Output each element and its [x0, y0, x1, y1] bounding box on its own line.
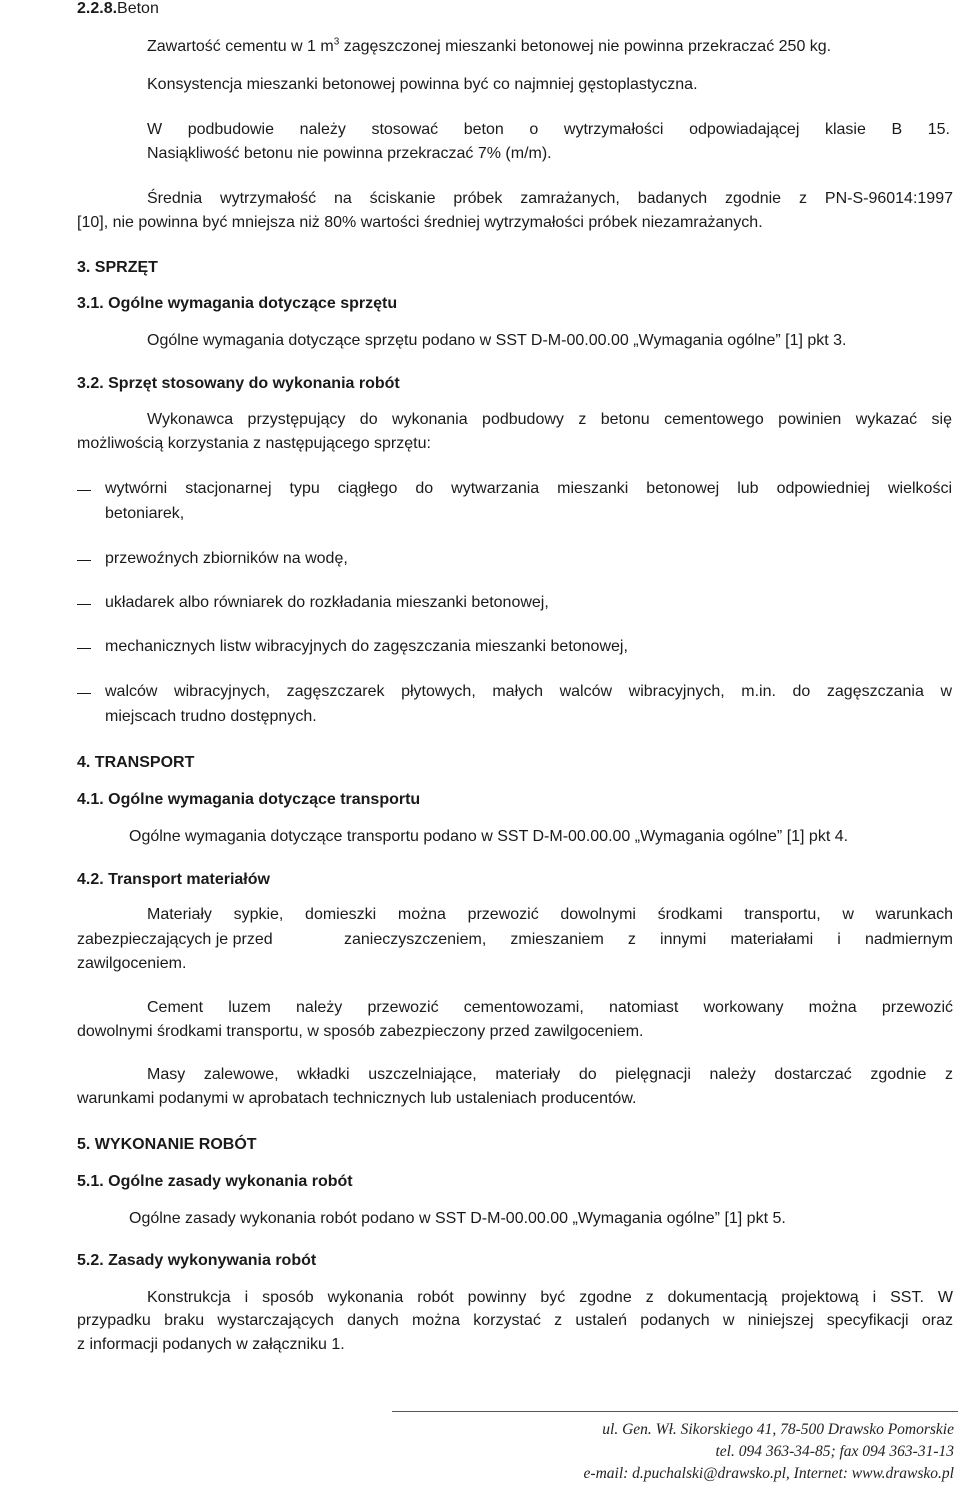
list-item-continuation: betoniarek, — [105, 505, 185, 522]
dash-bullet-icon — [77, 604, 91, 605]
list-item: układarek albo równiarek do rozkładania mieszanki betonowej, — [105, 594, 549, 611]
list-item: wytwórni stacjonarnej typu ciągłego do wytwarzania mieszanki betonowej lub odpowiedniej wielkości — [105, 480, 952, 497]
dash-bullet-icon — [77, 560, 91, 561]
paragraph-strength-line-2: Nasiąkliwość betonu nie powinna przekraczać 7% (m/m). — [147, 145, 552, 162]
section-heading-3-1: 3.1. Ogólne wymagania dotyczące sprzętu — [77, 295, 398, 312]
paragraph-3-2-line-2: możliwością korzystania z następującego sprzętu: — [77, 435, 431, 452]
paragraph-4-1: Ogólne wymagania dotyczące transportu podano w SST D-M-00.00.00 „Wymagania ogólne” [1] pkt 4. — [129, 828, 849, 845]
superscript: 3 — [333, 36, 340, 48]
section-heading-5-1: 5.1. Ogólne zasady wykonania robót — [77, 1173, 353, 1190]
paragraph-4-2c-line-2: warunkami podanymi w aprobatach technicznych lub ustaleniach producentów. — [77, 1090, 637, 1107]
paragraph-consistency: Konsystencja mieszanki betonowej powinna być co najmniej gęstoplastyczna. — [147, 76, 698, 93]
section-title: Beton — [117, 0, 159, 17]
footer-contact: e-mail: d.puchalski@drawsko.pl, Internet: www.drawsko.pl — [583, 1465, 954, 1482]
section-heading-5-2: 5.2. Zasady wykonywania robót — [77, 1252, 317, 1269]
section-heading-4-1: 4.1. Ogólne wymagania dotyczące transportu — [77, 791, 421, 808]
paragraph-frost-line-1: Średnia wytrzymałość na ściskanie próbek zamrażanych, badanych zgodnie z PN-S-96014:1997 — [147, 190, 953, 207]
paragraph-4-2c-line-1: Masy zalewowe, wkładki uszczelniające, materiały do pielęgnacji należy dostarczać zgodnie z — [147, 1066, 953, 1083]
footer-phone: tel. 094 363-34-85; fax 094 363-31-13 — [715, 1443, 954, 1460]
list-item: przewoźnych zbiorników na wodę, — [105, 550, 348, 567]
footer-address: ul. Gen. Wł. Sikorskiego 41, 78-500 Drawsko Pomorskie — [602, 1421, 954, 1438]
paragraph-4-2a-line-2a: zabezpieczających je przed — [77, 931, 273, 948]
dash-bullet-icon — [77, 693, 91, 694]
paragraph-3-1: Ogólne wymagania dotyczące sprzętu podano w SST D-M-00.00.00 „Wymagania ogólne” [1] pkt 3. — [147, 332, 847, 349]
section-heading-3: 3. SPRZĘT — [77, 259, 158, 276]
section-heading-3-2: 3.2. Sprzęt stosowany do wykonania robót — [77, 375, 400, 392]
section-heading-4: 4. TRANSPORT — [77, 754, 195, 771]
paragraph-3-2-line-1: Wykonawca przystępujący do wykonania podbudowy z betonu cementowego powinien wykazać się — [147, 411, 952, 428]
paragraph-cement-content: Zawartość cementu w 1 $m^3$ zagęszczonej mieszanki betonowej nie powinna przekraczać 250 kg. — [147, 36, 832, 55]
paragraph-4-2b-line-1: Cement luzem należy przewozić cementowozami, natomiast workowany można przewozić — [147, 999, 953, 1016]
paragraph-4-2a-line-1: Materiały sypkie, domieszki można przewozić dowolnymi środkami transportu, w warunkach — [147, 906, 953, 923]
paragraph-4-2a-line-2b: zanieczyszczeniem, zmieszaniem z innymi materiałami i nadmiernym — [344, 931, 953, 948]
paragraph-5-1: Ogólne zasady wykonania robót podano w SST D-M-00.00.00 „Wymagania ogólne” [1] pkt 5. — [129, 1210, 786, 1227]
list-item: walców wibracyjnych, zagęszczarek płytowych, małych walców wibracyjnych, m.in. do zagęszczania w — [105, 683, 952, 700]
paragraph-5-2-line-2: przypadku braku wystarczających danych można korzystać z ustaleń podanych w niniejszej specyfikacji oraz — [77, 1312, 953, 1329]
paragraph-5-2-line-1: Konstrukcja i sposób wykonania robót powinny być zgodne z dokumentacją projektową i SST. W — [147, 1289, 953, 1306]
footer-divider — [392, 1411, 958, 1412]
paragraph-4-2a-line-3: zawilgoceniem. — [77, 955, 187, 972]
list-item: mechanicznych listw wibracyjnych do zagęszczania mieszanki betonowej, — [105, 638, 628, 655]
dash-bullet-icon — [77, 648, 91, 649]
section-number: 2.2.8. — [77, 0, 118, 17]
paragraph-4-2b-line-2: dowolnymi środkami transportu, w sposób zabezpieczony przed zawilgoceniem. — [77, 1023, 644, 1040]
paragraph-frost-line-2: [10], nie powinna być mniejsza niż 80% wartości średniej wytrzymałości próbek niezamrażanych. — [77, 214, 763, 231]
dash-bullet-icon — [77, 490, 91, 491]
paragraph-strength-line-1: W podbudowie należy stosować beton o wytrzymałości odpowiadającej klasie B 15. — [147, 121, 950, 138]
section-heading-2-2-8 — [77, 0, 159, 18]
paragraph-5-2-line-3: z informacji podanych w załączniku 1. — [77, 1336, 345, 1353]
section-heading-4-2: 4.2. Transport materiałów — [77, 871, 270, 888]
list-item-continuation: miejscach trudno dostępnych. — [105, 708, 317, 725]
section-heading-5: 5. WYKONANIE ROBÓT — [77, 1136, 257, 1153]
